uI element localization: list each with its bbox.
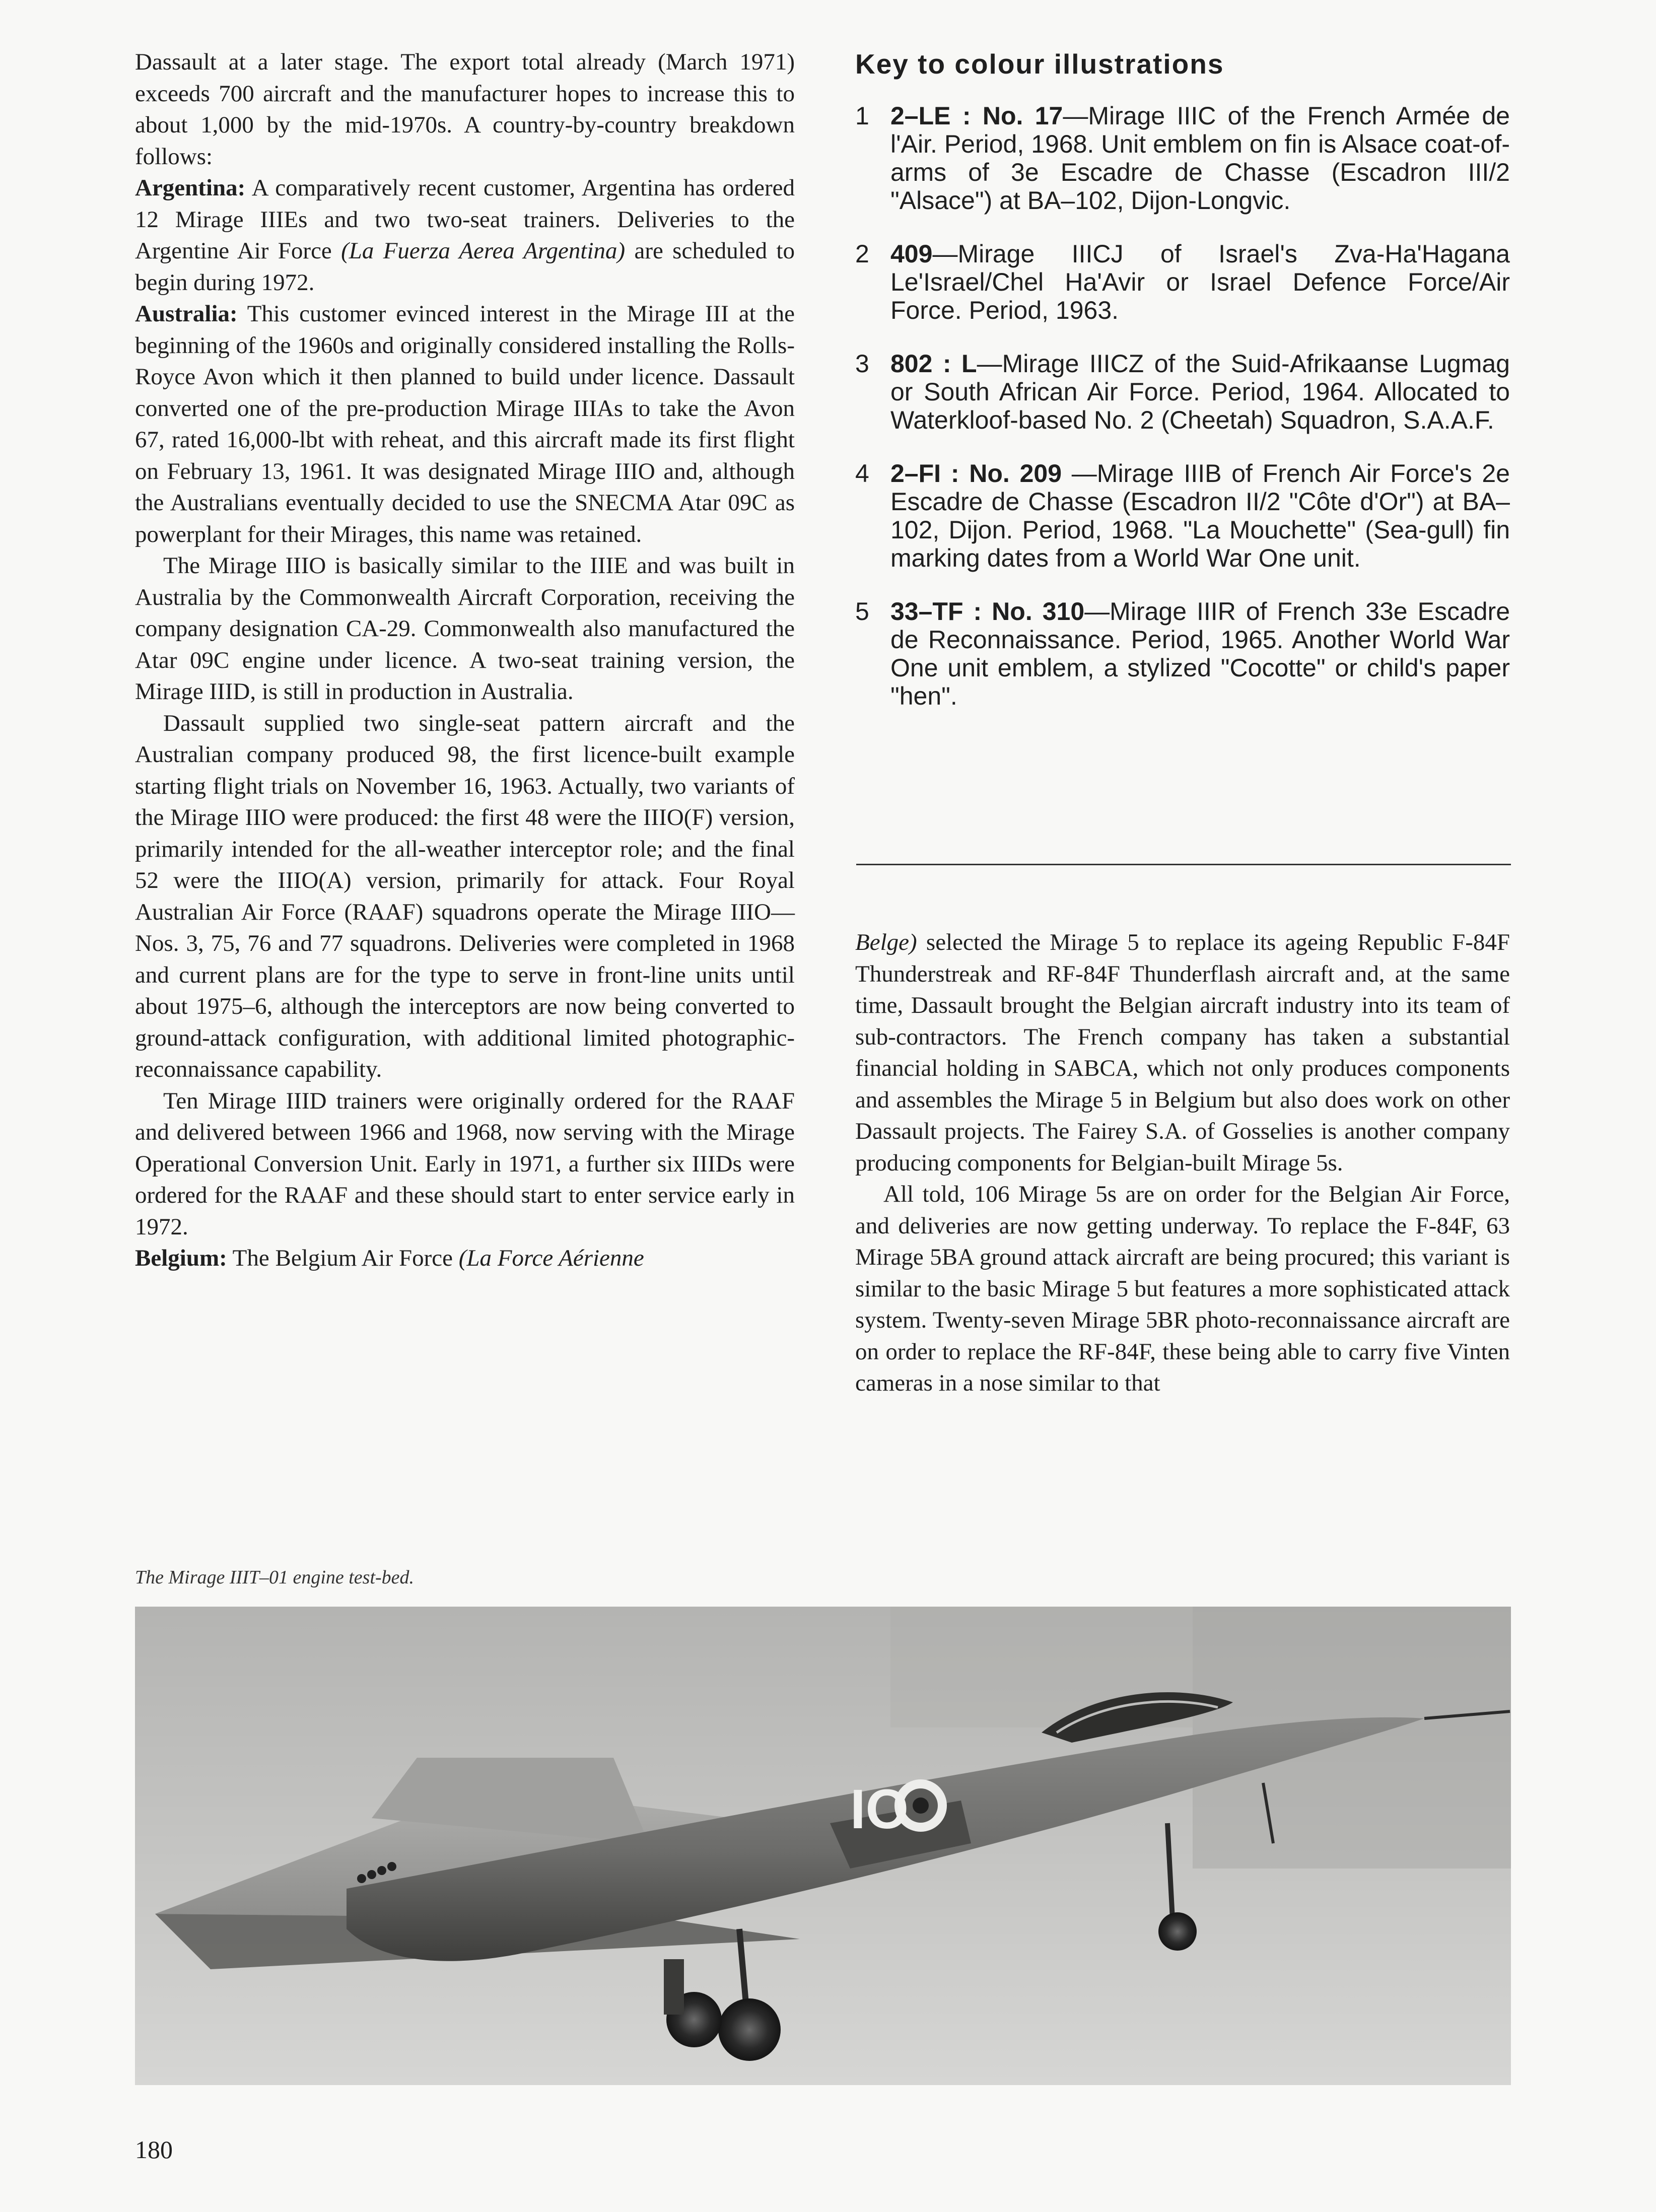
argentina-italic: (La Fuerza Aerea Argentina): [341, 238, 626, 264]
fin-marking: [357, 1874, 366, 1883]
gear-door: [664, 1959, 684, 2015]
paragraph-supplied: Dassault supplied two single-seat pattern aircraft and the Australian company produced 98, the first licence-built example starting flight trials on November 16, 1963. Actually, two variants of the Mirage IIIO were produced: the first 48 were the IIIO(F) version, primarily intended for the all-weather interceptor role; and the final 52 were the IIIO(A) version, primarily for attack. Four Royal Australian Air Force (RAAF) squadrons operate the Mirage IIIO—Nos. 3, 75, 76 and 77 squadrons. Deliveries were completed in 1968 and current plans are for the type to serve in front-line units until about 1975–6, although the interceptors are now being converted to ground-attack configuration, with additional limited photographic-reconnaissance capability.: [135, 710, 795, 1082]
argentina-text-2: are scheduled to begin during 1972.: [135, 238, 795, 296]
right-column: [855, 927, 1510, 1399]
roundel-centre: [913, 1798, 929, 1814]
belgium-label: Belgium:: [135, 1245, 227, 1271]
fuselage-number: IO: [850, 1778, 909, 1840]
key-item: [855, 102, 1510, 215]
key-item-text: [890, 459, 1510, 572]
mirage-photo-illustration: [135, 1607, 1511, 2085]
key-item-description: —Mirage IIIC of the French Armée de l'Air. Period, 1968. Unit emblem on fin is Alsace coat-of-arms of 3e Escadre de Chasse (Escadron III/2 "Alsace") at BA–102, Dijon-Longvic.: [890, 102, 1510, 215]
belge-italic: Belge): [855, 929, 917, 955]
argentina-text: A comparatively recent customer, Argentina has ordered 12 Mirage IIIEs and two two-seat trainers. Deliveries to the Argentine Air Force: [135, 175, 795, 264]
paragraph-intro: Dassault at a later stage. The export total already (March 1971) exceeds 700 aircraft and the manufacturer hopes to increase this to about 1,000 by the mid-1970s. A country-by-country breakdown follows:: [135, 49, 795, 170]
key-item-number: 4: [855, 459, 869, 488]
main-gear-wheel: [718, 1998, 781, 2061]
key-item-code: 802 : L: [890, 350, 977, 378]
belge-text: selected the Mirage 5 to replace its ageing Republic F-84F Thunderstreak and RF-84F Thunderflash aircraft and, at the same time, Dassault brought the Belgian aircraft industry into its team of sub-contractors. The French company has taken a substantial financial holding in SABCA, which not only produces components and assembles the Mirage 5 in Belgium but also does work on other Dassault projects. The Fairey S.A. of Gosselies is another company producing components for Belgian-built Mirage 5s.: [855, 929, 1510, 1176]
key-item-text: [890, 102, 1510, 215]
fin-marking: [387, 1862, 396, 1871]
paragraph-argentina: [135, 172, 795, 298]
paragraph-ten: Ten Mirage IIID trainers were originally ordered for the RAAF and delivered between 1966 and 1968, now serving with the Mirage Operational Conversion Unit. Early in 1971, a further six IIIDs were ordered for the RAAF and these should start to enter service early in 1972.: [135, 1087, 795, 1240]
key-item-code: 2–FI : No. 209: [890, 459, 1062, 488]
page-number: 180: [135, 2135, 173, 2164]
belgium-text: The Belgium Air Force: [227, 1245, 459, 1271]
argentina-label: Argentina:: [135, 175, 246, 201]
paragraph-all-told: All told, 106 Mirage 5s are on order for the Belgian Air Force, and deliveries are now getting underway. To replace the F-84F, 63 Mirage 5BA ground attack aircraft are being procured; this variant is similar to the basic Mirage 5 but features a more sophisticated attack system. Twenty-seven Mirage 5BR photo-reconnaissance aircraft are on order to replace the RF-84F, these being able to carry five Vinten cameras in a nose similar to that: [855, 1181, 1510, 1396]
key-section: [855, 46, 1510, 735]
key-item: [855, 240, 1510, 324]
key-item-number: 3: [855, 350, 869, 378]
belgium-italic: (La Force Aérienne: [458, 1245, 644, 1271]
key-item: [855, 597, 1510, 710]
fin-marking: [367, 1870, 376, 1879]
paragraph-belgium: [135, 1242, 795, 1274]
paragraph-belge: [855, 927, 1510, 1179]
key-heading: Key to colour illustrations: [855, 48, 1224, 80]
key-item-code: 409: [890, 240, 933, 268]
fin-marking: [377, 1866, 386, 1875]
key-item-description: —Mirage IIIB of French Air Force's 2e Escadre de Chasse (Escadron II/2 "Côte d'Or") at BA–102, Dijon. Period, 1968. "La Mouchette" (Sea-gull) fin marking dates from a World War One unit.: [890, 459, 1510, 572]
left-column: [135, 46, 795, 1274]
nose-gear-wheel: [1158, 1912, 1197, 1951]
key-item-text: [890, 350, 1510, 434]
australia-text: This customer evinced interest in the Mirage III at the beginning of the 1960s and originally considered installing the Rolls-Royce Avon which it then planned to build under licence. Dassault converted one of the pre-production Mirage IIIAs to take the Avon 67, rated 16,000-lbt with reheat, and this aircraft made its first flight on February 13, 1961. It was designated Mirage IIIO and, although the Australians eventually decided to use the SNECMA Atar 09C as powerplant for their Mirages, this name was retained.: [135, 301, 795, 547]
key-item-description: —Mirage IIICZ of the Suid-Afrikaanse Lugmag or South African Air Force. Period, 1964. Allocated to Waterkloof-based No. 2 (Cheetah) Squadron, S.A.A.F.: [890, 350, 1510, 434]
key-item-number: 5: [855, 597, 869, 626]
key-item-text: [890, 240, 1510, 324]
aircraft-photo: [135, 1607, 1511, 2085]
key-item-description: —Mirage IIIR of French 33e Escadre de Reconnaissance. Period, 1965. Another World War One unit emblem, a stylized "Cocotte" or child's paper "hen".: [890, 597, 1510, 710]
key-item-code: 33–TF : No. 310: [890, 597, 1085, 626]
key-item-text: [890, 597, 1510, 710]
key-item-description: —Mirage IIICJ of Israel's Zva-Ha'Hagana Le'Israel/Chel Ha'Avir or Israel Defence Force/Air Force. Period, 1963.: [890, 240, 1510, 324]
key-item-number: 1: [855, 102, 869, 130]
paragraph-iiio: The Mirage IIIO is basically similar to the IIIE and was built in Australia by the Commonwealth Aircraft Corporation, receiving the company designation CA-29. Commonwealth also manufactured the Atar 09C engine under licence. A two-seat training version, the Mirage IIID, is still in production in Australia.: [135, 552, 795, 705]
key-item-number: 2: [855, 240, 869, 268]
section-divider: [856, 864, 1511, 865]
key-item-code: 2–LE : No. 17: [890, 102, 1063, 130]
paragraph-australia: [135, 298, 795, 550]
photo-caption: The Mirage IIIT–01 engine test-bed.: [135, 1567, 415, 1588]
key-item: [855, 350, 1510, 434]
australia-label: Australia:: [135, 301, 238, 327]
key-item: [855, 459, 1510, 572]
